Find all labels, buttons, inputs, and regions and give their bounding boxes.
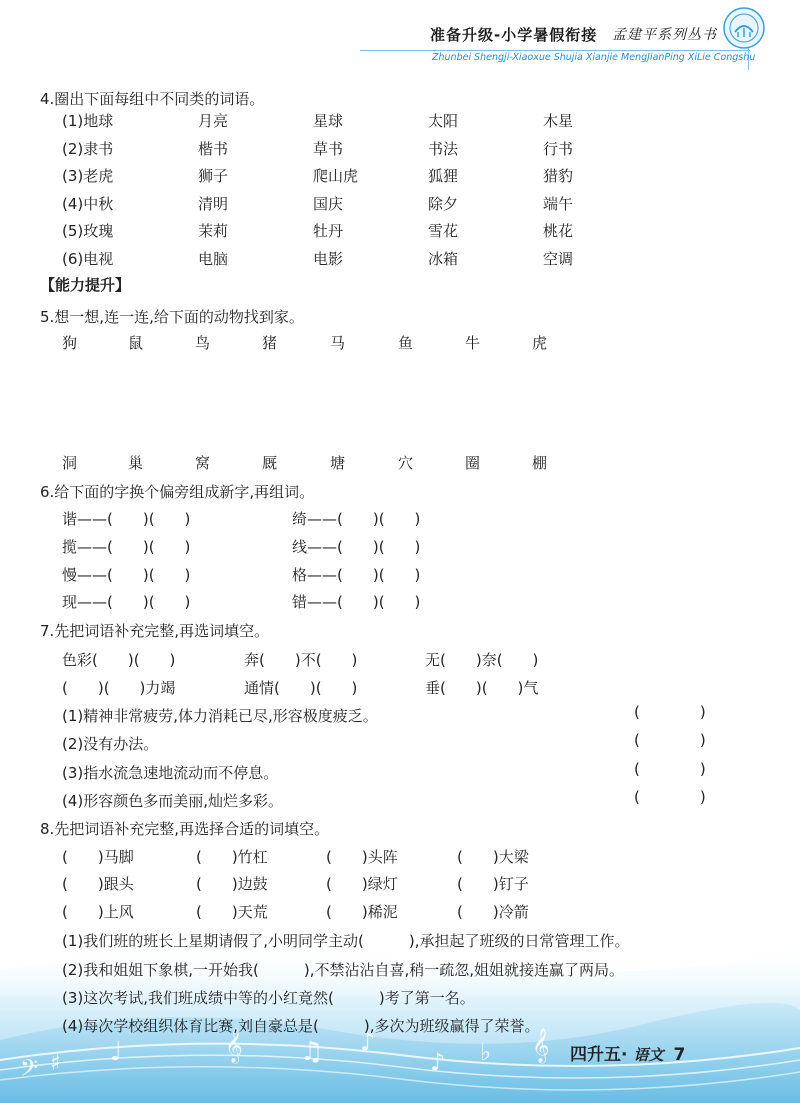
q7-item: (4)形容颜色多而美丽,灿烂多彩。: [62, 792, 284, 810]
q6-right-item[interactable]: 错——( )( ): [292, 593, 421, 611]
q7-answer-blank[interactable]: ( ): [634, 760, 706, 778]
q4-cell: 狮子: [198, 167, 229, 185]
q7-idiom[interactable]: 垂( )( )气: [425, 679, 539, 697]
q4-cell: 星球: [313, 112, 344, 130]
q8-phrase[interactable]: ( )冷箭: [457, 903, 529, 921]
q4-cell: 茉莉: [198, 222, 229, 240]
svg-text:𝄞: 𝄞: [532, 1028, 550, 1063]
q4-cell: (5)玫瑰: [62, 222, 114, 240]
q6-right-item[interactable]: 绮——( )( ): [292, 510, 421, 528]
footer-grade: 四升五: [570, 1045, 621, 1065]
header-divider: [360, 50, 750, 51]
q4-cell: 桃花: [543, 222, 574, 240]
q5-title: 5.想一想,连一连,给下面的动物找到家。: [40, 308, 304, 326]
q6-right-item[interactable]: 线——( )( ): [292, 538, 421, 556]
svg-text:♪: ♪: [430, 1048, 446, 1076]
q7-answer-blank[interactable]: ( ): [634, 703, 706, 721]
footer-subject: 语文: [633, 1046, 664, 1064]
q8-title: 8.先把词语补充完整,再选择合适的词填空。: [40, 820, 330, 838]
page-number: 7: [673, 1045, 686, 1065]
q4-cell: 行书: [543, 140, 574, 158]
q4-cell: 国庆: [313, 195, 344, 213]
svg-text:𝄢: 𝄢: [20, 1054, 39, 1087]
q4-cell: 月亮: [198, 112, 229, 130]
q8-phrase[interactable]: ( )稀泥: [326, 903, 398, 921]
q4-cell: (1)地球: [62, 112, 114, 130]
q8-sentence: (1)我们班的班长上星期请假了,小明同学主动( ),承担起了班级的日常管理工作。: [62, 932, 630, 950]
q5-animal[interactable]: 鸟: [195, 334, 211, 352]
q5-home[interactable]: 棚: [532, 454, 548, 472]
q8-phrase[interactable]: ( )上风: [62, 903, 134, 921]
q4-cell: 狐狸: [428, 167, 459, 185]
q6-title: 6.给下面的字换个偏旁组成新字,再组词。: [40, 483, 315, 501]
q4-cell: (2)隶书: [62, 140, 114, 158]
q8-phrase[interactable]: ( )竹杠: [196, 848, 268, 866]
svg-text:♩: ♩: [110, 1037, 123, 1067]
q8-sentence: (4)每次学校组织体育比赛,刘自豪总是( ),多次为班级赢得了荣誉。: [62, 1017, 540, 1035]
q4-cell: 楷书: [198, 140, 229, 158]
q8-sentence: (2)我和姐姐下象棋,一开始我( ),不禁沾沾自喜,稍一疏忽,姐姐就接连赢了两局。: [62, 961, 625, 979]
q4-cell: 电影: [313, 250, 344, 268]
q7-item: (1)精神非常疲劳,体力消耗已尽,形容极度疲乏。: [62, 707, 378, 725]
q6-left-item[interactable]: 现——( )( ): [62, 593, 191, 611]
q4-title: 4.圈出下面每组中不同类的词语。: [40, 90, 265, 108]
q8-phrase[interactable]: ( )马脚: [62, 848, 134, 866]
q4-cell: 木星: [543, 112, 574, 130]
q5-animal[interactable]: 鱼: [398, 334, 414, 352]
q4-cell: (4)中秋: [62, 195, 114, 213]
q4-cell: 爬山虎: [313, 167, 359, 185]
page-footer: [570, 1040, 685, 1065]
q8-sentence: (3)这次考试,我们班成绩中等的小红竟然( )考了第一名。: [62, 989, 475, 1007]
q6-left-item[interactable]: 慢——( )( ): [62, 566, 191, 584]
q5-home[interactable]: 巢: [128, 454, 144, 472]
header-pinyin: Zhunbei Shengji-Xiaoxue Shujia Xianjie MengJianPing XiLie Congshu: [432, 52, 756, 63]
q7-item: (3)指水流急速地流动而不停息。: [62, 764, 279, 782]
q5-animal[interactable]: 猪: [262, 334, 278, 352]
q8-phrase[interactable]: ( )边鼓: [196, 875, 268, 893]
q4-cell: 冰箱: [428, 250, 459, 268]
publisher-logo-icon: [722, 6, 766, 50]
q5-home[interactable]: 穴: [398, 454, 414, 472]
q5-home[interactable]: 厩: [262, 454, 278, 472]
q5-home[interactable]: 塘: [330, 454, 346, 472]
q5-home[interactable]: 洞: [62, 454, 78, 472]
svg-text:♯: ♯: [50, 1051, 61, 1076]
q7-answer-blank[interactable]: ( ): [634, 788, 706, 806]
q4-cell: 清明: [198, 195, 229, 213]
q5-animal[interactable]: 虎: [532, 334, 548, 352]
svg-text:♫: ♫: [300, 1037, 324, 1067]
q4-cell: 电脑: [198, 250, 229, 268]
q4-cell: 端午: [543, 195, 574, 213]
q4-cell: (6)电视: [62, 250, 114, 268]
footer-separator: ·: [621, 1045, 628, 1065]
q4-cell: 太阳: [428, 112, 459, 130]
q8-phrase[interactable]: ( )大梁: [457, 848, 529, 866]
q7-title: 7.先把词语补充完整,再选词填空。: [40, 622, 270, 640]
q4-cell: 书法: [428, 140, 459, 158]
q7-item: (2)没有办法。: [62, 735, 159, 753]
q8-phrase[interactable]: ( )跟头: [62, 875, 134, 893]
q7-idiom[interactable]: 奔( )不( ): [244, 651, 358, 669]
q5-home[interactable]: 圈: [465, 454, 481, 472]
q8-phrase[interactable]: ( )天荒: [196, 903, 268, 921]
q4-cell: 牡丹: [313, 222, 344, 240]
header-title: 准备升级-小学暑假衔接: [430, 26, 598, 44]
q4-cell: 雪花: [428, 222, 459, 240]
q5-animal[interactable]: 牛: [465, 334, 481, 352]
svg-text:♪: ♪: [360, 1028, 376, 1056]
q4-cell: 猎豹: [543, 167, 574, 185]
q8-phrase[interactable]: ( )头阵: [326, 848, 398, 866]
q5-animal[interactable]: 狗: [62, 334, 78, 352]
q6-left-item[interactable]: 揽——( )( ): [62, 538, 191, 556]
q8-phrase[interactable]: ( )钉子: [457, 875, 529, 893]
q4-cell: 除夕: [428, 195, 459, 213]
q7-idiom[interactable]: 色彩( )( ): [62, 651, 176, 669]
q7-idiom[interactable]: 无( )奈( ): [425, 651, 539, 669]
q6-left-item[interactable]: 谐——( )( ): [62, 510, 191, 528]
q5-animal[interactable]: 马: [330, 334, 346, 352]
q4-cell: (3)老虎: [62, 167, 114, 185]
q7-answer-blank[interactable]: ( ): [634, 731, 706, 749]
q6-right-item[interactable]: 格——( )( ): [292, 566, 421, 584]
q8-phrase[interactable]: ( )绿灯: [326, 875, 398, 893]
section-tag-ability: 【能力提升】: [40, 276, 131, 294]
svg-text:♭: ♭: [480, 1038, 492, 1066]
q5-animal[interactable]: 鼠: [128, 334, 144, 352]
svg-text:𝄞: 𝄞: [225, 1028, 243, 1063]
q7-idiom[interactable]: 通情( )( ): [244, 679, 358, 697]
header-series: 孟建平系列丛书: [612, 27, 717, 43]
q4-cell: 空调: [543, 250, 574, 268]
q4-cell: 草书: [313, 140, 344, 158]
q7-idiom[interactable]: ( )( )力竭: [62, 679, 176, 697]
q5-home[interactable]: 窝: [195, 454, 211, 472]
